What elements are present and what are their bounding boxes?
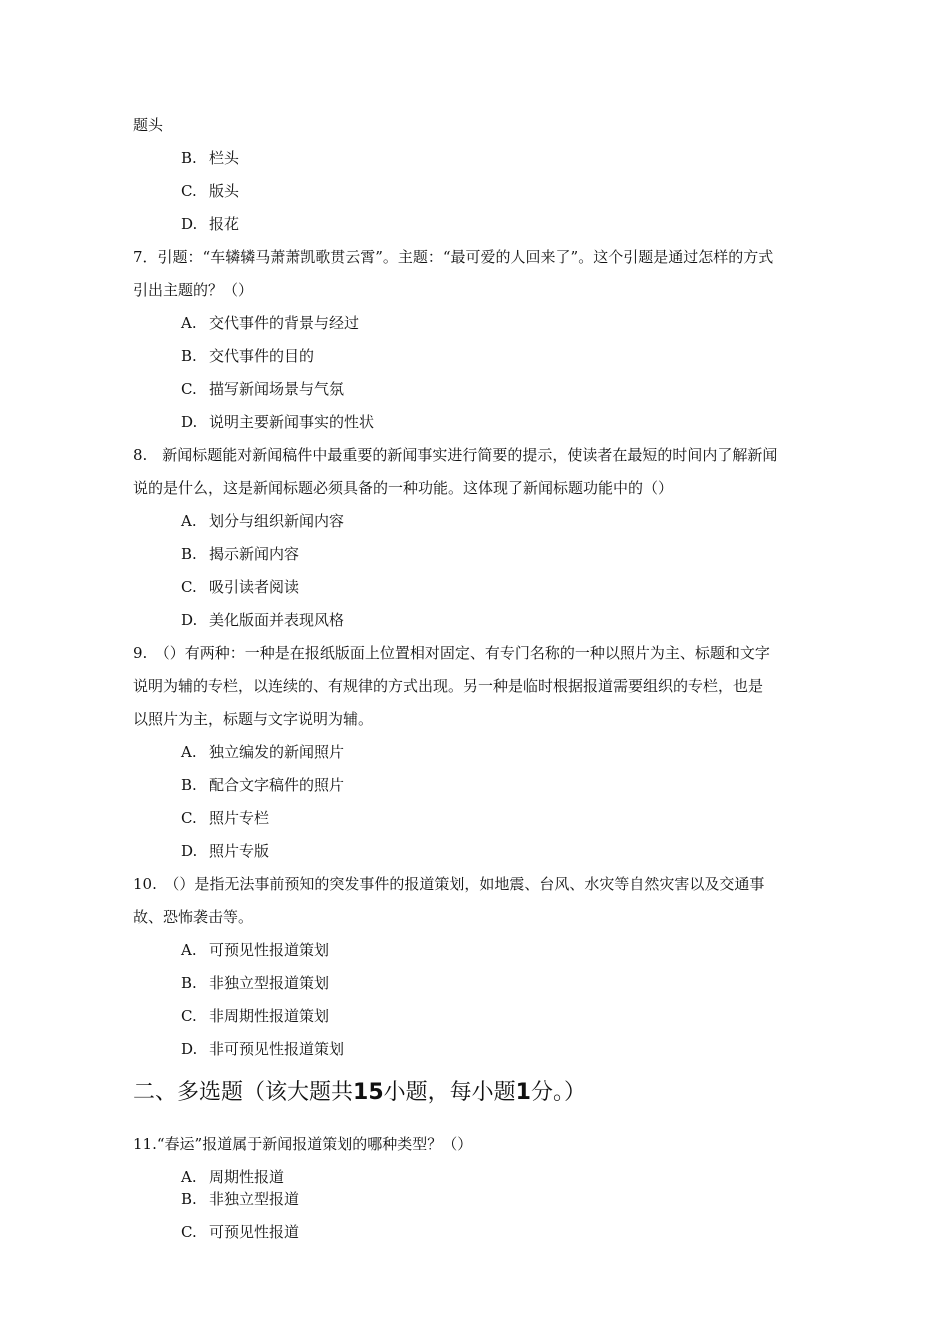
question-9-line-2: 说明为辅的专栏，以连续的、有规律的方式出现。另一种是临时根据报道需要组织的专栏，也是	[133, 677, 764, 695]
question-11-line-1: 11.“春运”报道属于新闻报道策划的哪种类型？（）	[133, 1135, 473, 1153]
section-heading-multiple-choice: 二、多选题（该大题共15小题，每小题1分。）	[133, 1080, 586, 1105]
question-10-line-2: 故、恐怖袭击等。	[133, 908, 254, 926]
q8-option-c: C. 吸引读者阅读	[181, 578, 300, 596]
q9-option-a: A. 独立编发的新闻照片	[181, 743, 345, 761]
q10-option-d: D. 非可预见性报道策划	[181, 1040, 345, 1058]
q10-option-c: C. 非周期性报道策划	[181, 1007, 330, 1025]
q6-option-d: D. 报花	[181, 215, 240, 233]
q8-option-a: A. 划分与组织新闻内容	[181, 512, 345, 530]
option-a-fragment: 题头	[133, 116, 164, 134]
question-8-line-1: 8. 新闻标题能对新闻稿件中最重要的新闻事实进行简要的提示，使读者在最短的时间内了解新闻	[133, 446, 778, 464]
q6-option-b: B. 栏头	[181, 149, 240, 167]
q9-option-d: D. 照片专版	[181, 842, 270, 860]
q10-option-b: B. 非独立型报道策划	[181, 974, 330, 992]
q6-option-c: C. 版头	[181, 182, 240, 200]
question-8-line-2: 说的是什么，这是新闻标题必须具备的一种功能。这体现了新闻标题功能中的（）	[133, 479, 674, 497]
q10-option-a: A. 可预见性报道策划	[181, 941, 330, 959]
q11-option-b: B. 非独立型报道	[181, 1190, 300, 1208]
q11-option-a: A. 周期性报道	[181, 1168, 285, 1186]
q7-option-a: A. 交代事件的背景与经过	[181, 314, 360, 332]
q7-option-d: D. 说明主要新闻事实的性状	[181, 413, 375, 431]
q7-option-b: B. 交代事件的目的	[181, 347, 315, 365]
question-10-line-1: 10. （）是指无法事前预知的突发事件的报道策划，如地震、台风、水灾等自然灾害以及交通事	[133, 875, 765, 893]
q11-option-c: C. 可预见性报道	[181, 1223, 300, 1241]
question-9-line-3: 以照片为主，标题与文字说明为辅。	[133, 710, 374, 728]
question-7-line-1: 7．引题：“车辚辚马萧萧凯歌贯云霄”。主题：“最可爱的人回来了”。这个引题是通过怎样的方式	[133, 248, 774, 266]
q8-option-d: D. 美化版面并表现风格	[181, 611, 345, 629]
q9-option-b: B. 配合文字稿件的照片	[181, 776, 345, 794]
q8-option-b: B. 揭示新闻内容	[181, 545, 300, 563]
q7-option-c: C. 描写新闻场景与气氛	[181, 380, 345, 398]
question-7-line-2: 引出主题的？（）	[133, 281, 254, 299]
question-9-line-1: 9. （）有两种：一种是在报纸版面上位置相对固定、有专门名称的一种以照片为主、标题和文字	[133, 644, 770, 662]
q9-option-c: C. 照片专栏	[181, 809, 270, 827]
